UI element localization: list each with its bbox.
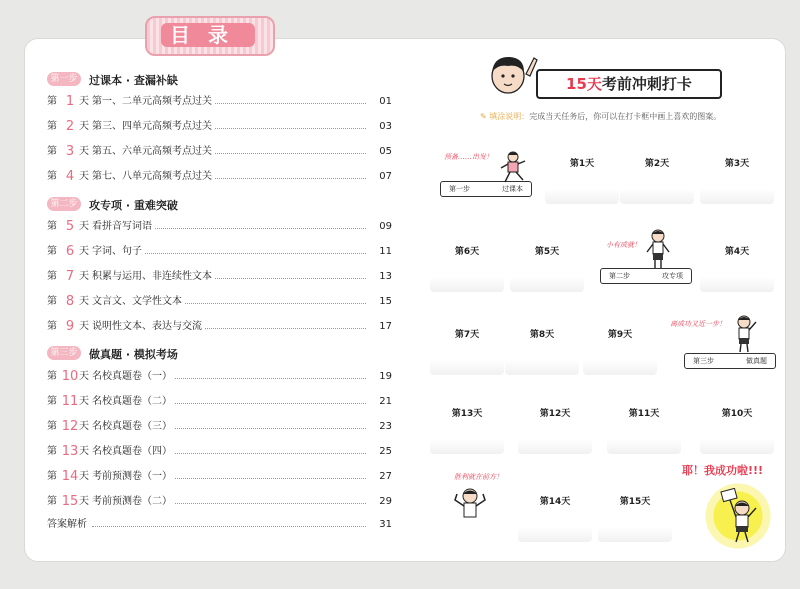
toc-topic: 第五、六单元高频考点过关 <box>92 144 215 160</box>
answer-page: 31 <box>370 517 392 533</box>
day-number: 10 <box>61 369 79 384</box>
toc-row-answers[interactable] <box>47 517 392 533</box>
flexing-boy-illustration <box>450 486 490 524</box>
toc-page-number: 07 <box>370 169 392 185</box>
checkin-box-day-6[interactable] <box>430 240 504 292</box>
checkin-box-day-15[interactable] <box>598 490 672 542</box>
toc-row[interactable] <box>47 119 392 135</box>
toc-row[interactable] <box>47 394 392 410</box>
checkin-day-label: 第1天 <box>569 159 595 169</box>
step-box-2: 第二步 攻专项 <box>600 268 692 284</box>
toc-topic: 考前预测卷（二） <box>92 494 175 510</box>
day-prefix: 第 <box>47 296 57 307</box>
day-suffix: 天 <box>79 321 89 332</box>
checkin-day-label: 第12天 <box>539 409 571 419</box>
checkin-box-day-12[interactable] <box>518 402 592 454</box>
day-number: 5 <box>65 219 75 234</box>
checkin-box-day-10[interactable] <box>700 402 774 454</box>
day-prefix: 第 <box>47 446 57 457</box>
day-prefix: 第 <box>47 221 57 232</box>
toc-row[interactable] <box>47 319 392 335</box>
day-suffix: 天 <box>79 371 89 382</box>
step-box-1: 第一步 过课本 <box>440 181 532 197</box>
section-title-1: 过课本 · 查漏补缺 <box>89 74 178 87</box>
checkin-box-day-8[interactable] <box>505 323 579 375</box>
toc-page-number: 03 <box>370 119 392 135</box>
day-suffix: 天 <box>79 171 89 182</box>
toc-topic: 考前预测卷（一） <box>92 469 175 485</box>
checkin-day-label: 第8天 <box>529 330 555 340</box>
toc-row[interactable] <box>47 269 392 285</box>
waving-boy-illustration <box>730 314 758 354</box>
toc-page-number: 11 <box>370 244 392 260</box>
day-number: 6 <box>65 244 75 259</box>
toc-topic: 第七、八单元高频考点过关 <box>92 169 215 185</box>
checkin-box-day-4[interactable] <box>700 240 774 292</box>
day-prefix: 第 <box>47 146 57 157</box>
day-number: 2 <box>65 119 75 134</box>
day-prefix: 第 <box>47 96 57 107</box>
toc-page-number: 19 <box>370 369 392 385</box>
toc-row[interactable] <box>47 494 392 510</box>
day-prefix: 第 <box>47 121 57 132</box>
toc-page-number: 27 <box>370 469 392 485</box>
toc-row[interactable] <box>47 94 392 110</box>
day-suffix: 天 <box>79 396 89 407</box>
day-suffix: 天 <box>79 496 89 507</box>
checkin-box-day-14[interactable] <box>518 490 592 542</box>
toc-topic: 名校真题卷（二） <box>92 394 175 410</box>
checkin-day-label: 第13天 <box>451 409 483 419</box>
checkin-banner: 15天考前冲刺打卡 <box>536 69 722 99</box>
checkin-box-day-5[interactable] <box>510 240 584 292</box>
day-suffix: 天 <box>79 296 89 307</box>
day-suffix: 天 <box>79 446 89 457</box>
bubble-victory: 胜利就在前方！ <box>454 473 503 481</box>
section-title-3: 做真题 · 模拟考场 <box>89 348 178 361</box>
checkin-box-day-2[interactable] <box>620 152 694 204</box>
checkin-box-day-3[interactable] <box>700 152 774 204</box>
toc-row[interactable] <box>47 219 392 235</box>
success-cheer: 耶！我成功啦!!! <box>682 464 764 477</box>
toc-page-number: 21 <box>370 394 392 410</box>
toc-page-number: 05 <box>370 144 392 160</box>
checkin-box-day-11[interactable] <box>607 402 681 454</box>
day-number: 4 <box>65 169 75 184</box>
day-suffix: 天 <box>79 96 89 107</box>
section-badge-3: 第三步 <box>47 346 81 360</box>
toc-page-number: 01 <box>370 94 392 110</box>
toc-page-number: 15 <box>370 294 392 310</box>
toc-row[interactable] <box>47 419 392 435</box>
toc-row[interactable] <box>47 444 392 460</box>
toc-topic: 名校真题卷（三） <box>92 419 175 435</box>
toc-page-number: 29 <box>370 494 392 510</box>
day-prefix: 第 <box>47 246 57 257</box>
toc-row[interactable] <box>47 294 392 310</box>
day-number: 3 <box>65 144 75 159</box>
day-suffix: 天 <box>79 246 89 257</box>
toc-row[interactable] <box>47 469 392 485</box>
toc-topic: 第三、四单元高频考点过关 <box>92 119 215 135</box>
bubble-progress: 小有成就！ <box>606 241 641 249</box>
toc-topic: 字词、句子 <box>92 244 145 260</box>
step-box-3: 第三步 做真题 <box>684 353 776 369</box>
toc-row[interactable] <box>47 244 392 260</box>
checkin-day-label: 第3天 <box>724 159 750 169</box>
fill-instruction: ✎ 填涂说明：完成当天任务后，你可以在打卡框中画上喜欢的图案。 <box>480 112 722 121</box>
toc-title: 目录 <box>161 23 255 47</box>
day-prefix: 第 <box>47 271 57 282</box>
toc-topic: 看拼音写词语 <box>92 219 155 235</box>
section-badge-1: 第一步 <box>47 72 81 86</box>
day-number: 7 <box>65 269 75 284</box>
day-number: 9 <box>65 319 75 334</box>
toc-row[interactable] <box>47 369 392 385</box>
checkin-day-label: 第6天 <box>454 247 480 257</box>
checkin-day-label: 第11天 <box>628 409 660 419</box>
day-suffix: 天 <box>79 421 89 432</box>
checkin-day-label: 第5天 <box>534 247 560 257</box>
toc-page-number: 25 <box>370 444 392 460</box>
day-suffix: 天 <box>79 121 89 132</box>
section-title-2: 攻专项 · 重难突破 <box>89 199 178 212</box>
day-prefix: 第 <box>47 396 57 407</box>
toc-topic: 文言文、文学性文本 <box>92 294 185 310</box>
day-number: 1 <box>65 94 75 109</box>
toc-topic: 名校真题卷（四） <box>92 444 175 460</box>
pointing-boy-illustration <box>482 44 542 96</box>
checkin-box-day-1[interactable] <box>545 152 619 204</box>
day-number: 11 <box>61 394 79 409</box>
day-prefix: 第 <box>47 496 57 507</box>
day-number: 13 <box>61 444 79 459</box>
day-number: 12 <box>61 419 79 434</box>
running-boy-illustration <box>496 150 530 184</box>
toc-page-number: 09 <box>370 219 392 235</box>
day-suffix: 天 <box>79 271 89 282</box>
toc-topic: 名校真题卷（一） <box>92 369 175 385</box>
bubble-start: 预备……出发！ <box>444 153 493 161</box>
day-number: 8 <box>65 294 75 309</box>
toc-page-number: 17 <box>370 319 392 335</box>
checkin-day-label: 第9天 <box>607 330 633 340</box>
day-number: 14 <box>61 469 79 484</box>
toc-page-number: 23 <box>370 419 392 435</box>
day-number: 15 <box>61 494 79 509</box>
answer-label: 答案解析 <box>47 517 90 533</box>
checkin-day-label: 第15天 <box>619 497 651 507</box>
toc-page-number: 13 <box>370 269 392 285</box>
section-badge-2: 第二步 <box>47 197 81 211</box>
toc-row[interactable] <box>47 169 392 185</box>
day-prefix: 第 <box>47 321 57 332</box>
day-prefix: 第 <box>47 171 57 182</box>
standing-boy-illustration <box>644 228 672 270</box>
checkin-box-day-9[interactable] <box>583 323 657 375</box>
day-suffix: 天 <box>79 146 89 157</box>
toc-title-tab <box>145 16 275 56</box>
day-prefix: 第 <box>47 471 57 482</box>
bubble-closer: 离成功又近一步！ <box>670 320 726 328</box>
checkin-day-label: 第7天 <box>454 330 480 340</box>
toc-row[interactable] <box>47 144 392 160</box>
checkin-box-day-7[interactable] <box>430 323 504 375</box>
celebrating-boy-illustration <box>718 488 762 544</box>
toc-topic: 第一、二单元高频考点过关 <box>92 94 215 110</box>
day-prefix: 第 <box>47 371 57 382</box>
checkin-day-label: 第2天 <box>644 159 670 169</box>
toc-topic: 说明性文本、表达与交流 <box>92 319 205 335</box>
checkin-box-day-13[interactable] <box>430 402 504 454</box>
checkin-day-label: 第10天 <box>721 409 753 419</box>
toc-topic: 积累与运用、非连续性文本 <box>92 269 215 285</box>
day-suffix: 天 <box>79 471 89 482</box>
checkin-day-label: 第4天 <box>724 247 750 257</box>
checkin-day-label: 第14天 <box>539 497 571 507</box>
day-prefix: 第 <box>47 421 57 432</box>
day-suffix: 天 <box>79 221 89 232</box>
